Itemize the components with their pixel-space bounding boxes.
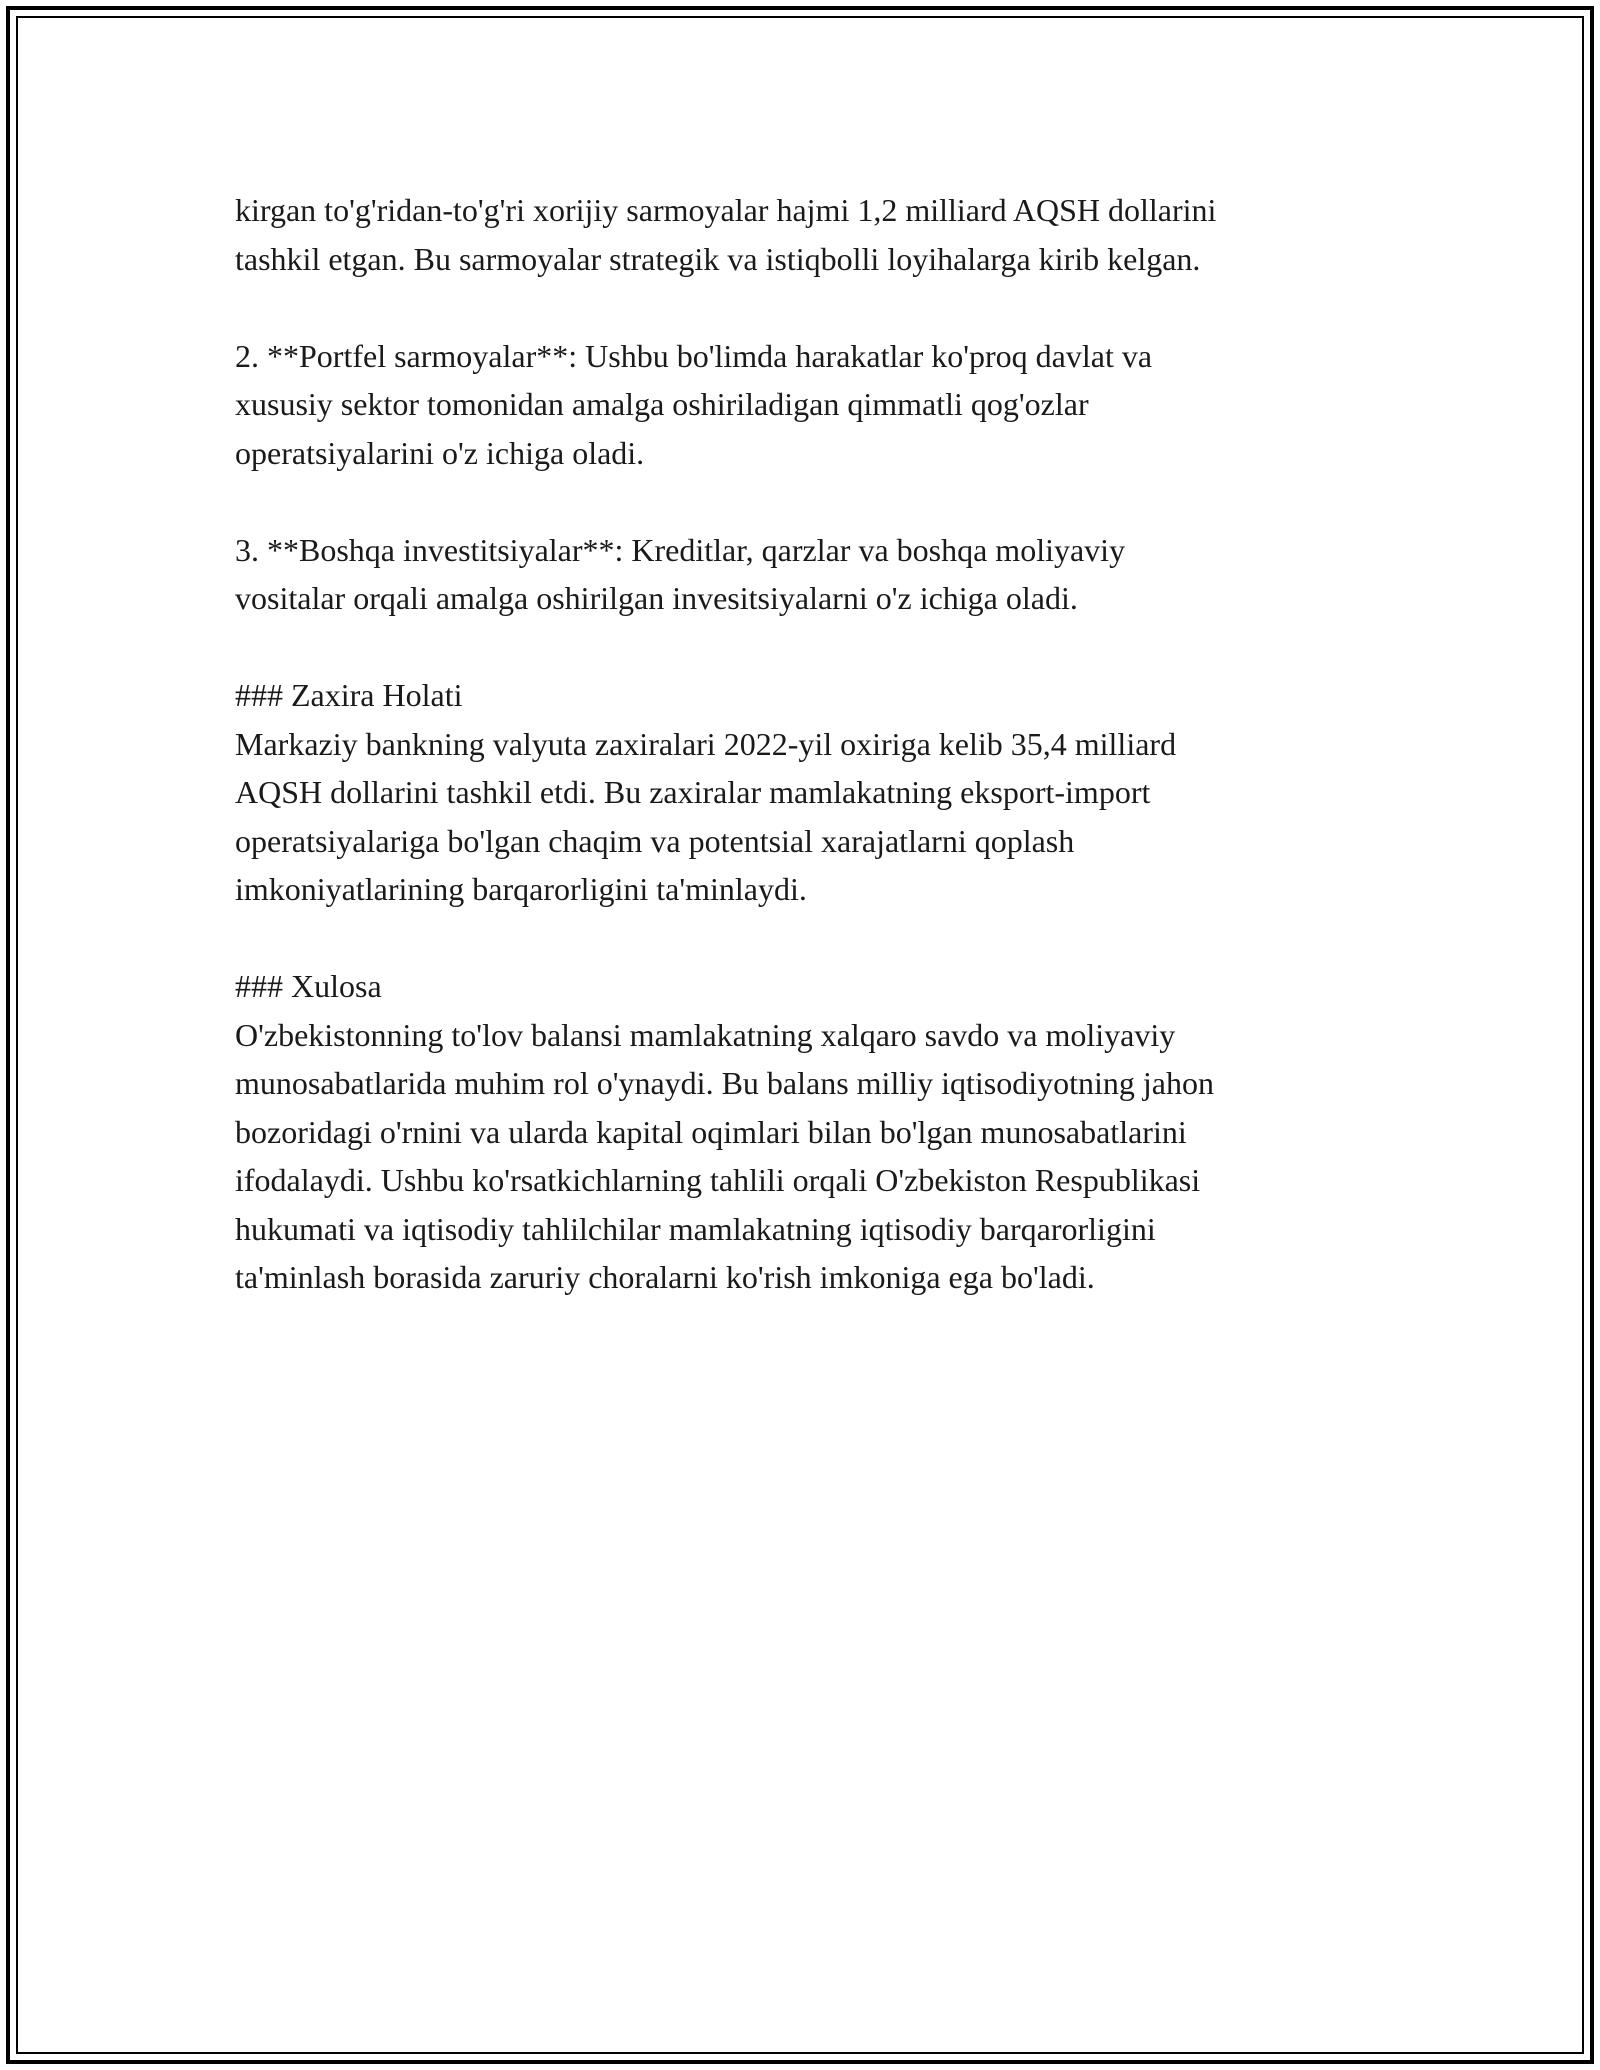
paragraph-spacer [235,623,1385,672]
document-body [235,186,1385,1302]
text-line: imkoniyatlarining barqarorligini ta'minlaydi. [235,871,807,907]
text-line: hukumati va iqtisodiy tahlilchilar mamlakatning iqtisodiy barqarorligini [235,1210,1156,1247]
section-conclusion [235,962,1385,1302]
text-line: Markaziy bankning valyuta zaxiralari 2022-yil oxiriga kelib 35,4 milliard [235,725,1177,762]
section-heading: ### Xulosa [235,968,382,1004]
paragraph-spacer [235,477,1385,526]
text-line: tashkil etgan. Bu sarmoyalar strategik va istiqbolli loyihalarga kirib kelgan. [235,240,1201,277]
text-line: bozoridagi o'rnini va ularda kapital oqimlari bilan bo'lgan munosabatlarini [235,1113,1187,1150]
paragraph-fdi-continuation [235,186,1385,283]
text-line: operatsiyalarini o'z ichiga oladi. [235,434,645,471]
paragraph-spacer [235,914,1385,963]
text-line: ta'minlash borasida zaruriy choralarni ko'rish imkoniga ega bo'ladi. [235,1259,1095,1295]
paragraph-spacer [235,283,1385,332]
text-line: xususiy sektor tomonidan amalga oshiriladigan qimmatli qog'ozlar [235,386,1089,422]
text-line: 2. **Portfel sarmoyalar**: Ushbu bo'limda harakatlar ko'proq davlat va [235,337,1153,374]
text-line: operatsiyalariga bo'lgan chaqim va potentsial xarajatlarni qoplash [235,822,1075,859]
text-line: O'zbekistonning to'lov balansi mamlakatning xalqaro savdo va moliyaviy [235,1016,1176,1053]
section-heading: ### Zaxira Holati [235,677,463,713]
text-line: kirgan to'g'ridan-to'g'ri xorijiy sarmoyalar hajmi 1,2 milliard AQSH dollarini [235,192,1217,228]
paragraph-other-investments [235,526,1385,623]
text-line: 3. **Boshqa investitsiyalar**: Kreditlar, qarzlar va boshqa moliyaviy [235,531,1126,568]
text-line: vositalar orqali amalga oshirilgan invesitsiyalarni o'z ichiga oladi. [235,580,1078,616]
text-line: AQSH dollarini tashkil etdi. Bu zaxiralar mamlakatning eksport-import [235,774,1151,810]
text-line: munosabatlarida muhim rol o'ynaydi. Bu balans milliy iqtisodiyotning jahon [235,1065,1214,1101]
text-line: ifodalaydi. Ushbu ko'rsatkichlarning tahlili orqali O'zbekiston Respublikasi [235,1162,1201,1198]
paragraph-portfolio-investments [235,332,1385,478]
section-reserve-status [235,671,1385,914]
